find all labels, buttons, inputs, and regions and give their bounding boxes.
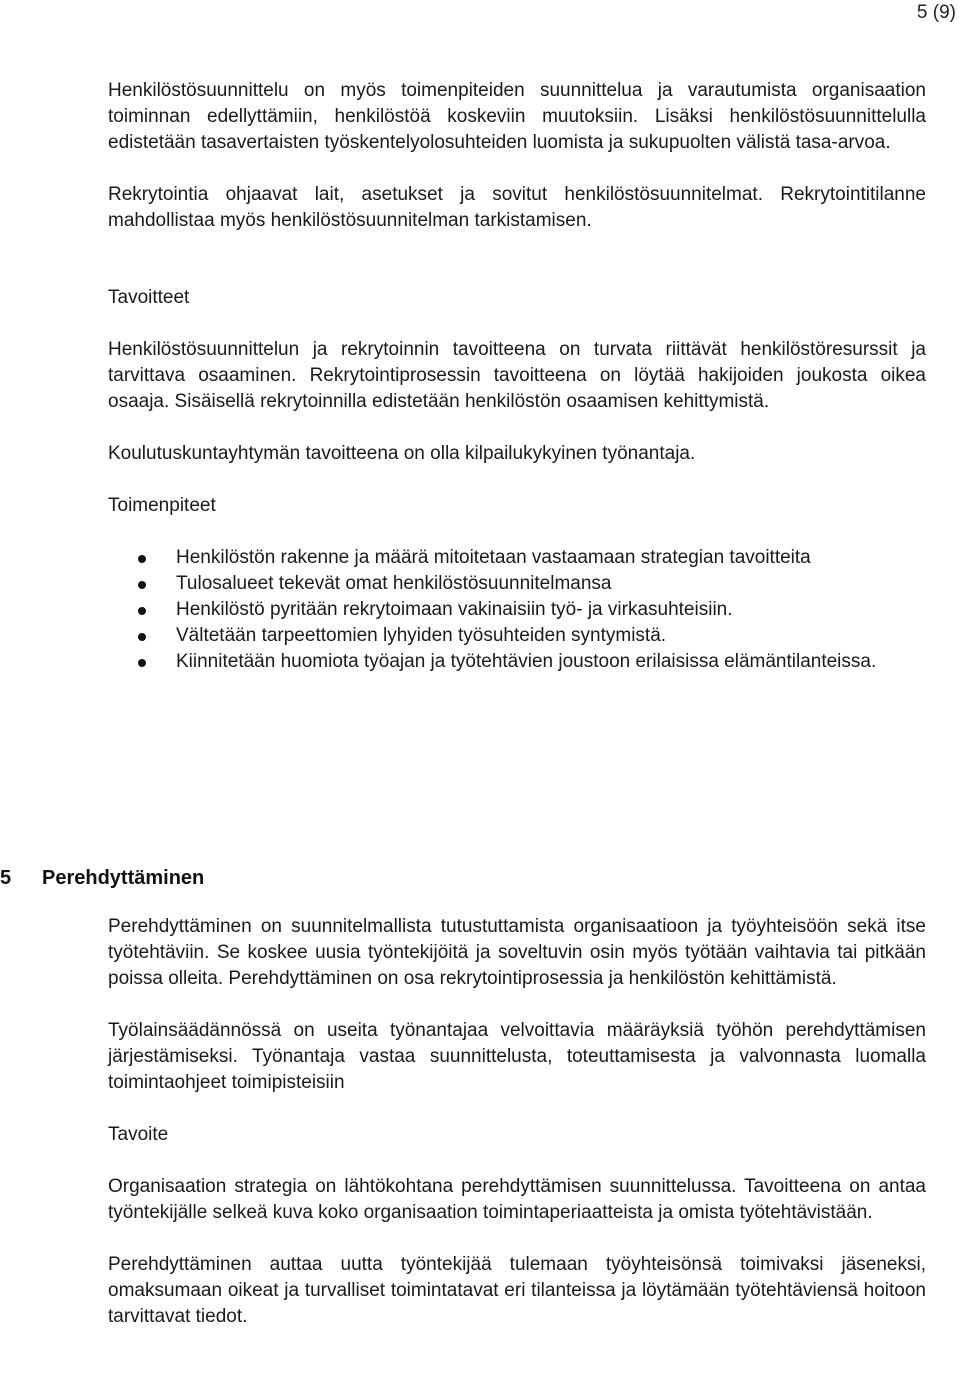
list-item <box>106 545 926 571</box>
goals-heading: Tavoitteet <box>108 287 190 308</box>
section-paragraph-1: Perehdyttäminen on suunnitelmallista tutustuttamista organisaatioon ja työyhteisöön sekä itse työtehtäviin. Se koskee uusia työntekijöitä ja soveltuvin osin myös työtään vaihtavia tai pitkään poissa olleita. Perehdyttäminen on osa rekrytointiprosessia ja henkilöstön kehittämistä. <box>108 916 926 989</box>
list-item-text: Vältetään tarpeettomien lyhyiden työsuhteiden syntymistä. <box>176 625 667 646</box>
goals-paragraph-2: Koulutuskuntayhtymän tavoitteena on olla kilpailukykyinen työnantaja. <box>108 443 696 464</box>
page-number: 5 (9) <box>916 2 956 23</box>
list-item <box>106 649 926 675</box>
section-paragraph-3: Organisaation strategia on lähtökohtana perehdyttämisen suunnittelussa. Tavoitteena on antaa työntekijälle selkeä kuva koko organisaation toimintaperiaatteista ja omista työtehtävistään. <box>108 1176 926 1223</box>
list-item-text: Tulosalueet tekevät omat henkilöstösuunnitelmansa <box>176 573 612 594</box>
goals-paragraph-1: Henkilöstösuunnittelun ja rekrytoinnin tavoitteena on turvata riittävät henkilöstöresurssit ja tarvittava osaaminen. Rekrytointiprosessin tavoitteena on löytää hakijoiden joukosta oikea osaaja. Sisäisellä rekrytoinnilla edistetään henkilöstön osaamisen kehittymistä. <box>108 339 926 412</box>
list-item <box>106 623 926 649</box>
section-title: Perehdyttäminen <box>42 867 205 889</box>
document-body <box>108 78 926 675</box>
section-number: 5 <box>0 867 12 889</box>
bullet-icon <box>138 555 146 563</box>
intro-paragraph-2: Rekrytointia ohjaavat lait, asetukset ja sovitut henkilöstösuunnitelmat. Rekrytointitilanne mahdollistaa myös henkilöstösuunnitelman tarkistamisen. <box>108 184 926 231</box>
section-body <box>108 914 926 1330</box>
list-item <box>106 597 926 623</box>
goal-heading: Tavoite <box>108 1124 169 1145</box>
actions-list <box>108 545 926 675</box>
bullet-icon <box>138 581 146 589</box>
actions-heading: Toimenpiteet <box>108 495 216 516</box>
section-paragraph-4: Perehdyttäminen auttaa uutta työntekijää tulemaan työyhteisönsä toimivaksi jäseneksi, omaksumaan oikeat ja turvalliset toimintatavat eri tilanteissa ja löytämään työtehtäviensä hoitoon tarvittavat tiedot. <box>108 1254 926 1327</box>
bullet-icon <box>138 659 146 667</box>
bullet-icon <box>138 633 146 641</box>
list-item-text: Henkilöstön rakenne ja määrä mitoitetaan vastaamaan strategian tavoitteita <box>176 547 811 568</box>
bullet-icon <box>138 607 146 615</box>
list-item-text: Henkilöstö pyritään rekrytoimaan vakinaisiin työ- ja virkasuhteisiin. <box>176 599 733 620</box>
intro-paragraph-1: Henkilöstösuunnittelu on myös toimenpiteiden suunnittelua ja varautumista organisaation toiminnan edellyttämiin, henkilöstöä koskeviin muutoksiin. Lisäksi henkilöstösuunnittelulla edistetään tasavertaisten työskentelyolosuhteiden luomista ja sukupuolten välistä tasa-arvoa. <box>108 80 926 153</box>
list-item <box>106 571 926 597</box>
list-item-text: Kiinnitetään huomiota työajan ja työtehtävien joustoon erilaisissa elämäntilanteissa. <box>176 651 877 672</box>
section-heading <box>0 864 940 892</box>
section-paragraph-2: Työlainsäädännössä on useita työnantajaa velvoittavia määräyksiä työhön perehdyttämisen järjestämiseksi. Työnantaja vastaa suunnittelusta, toteuttamisesta ja valvonnasta luomalla toimintaohjeet toimipisteisiin <box>108 1020 926 1093</box>
